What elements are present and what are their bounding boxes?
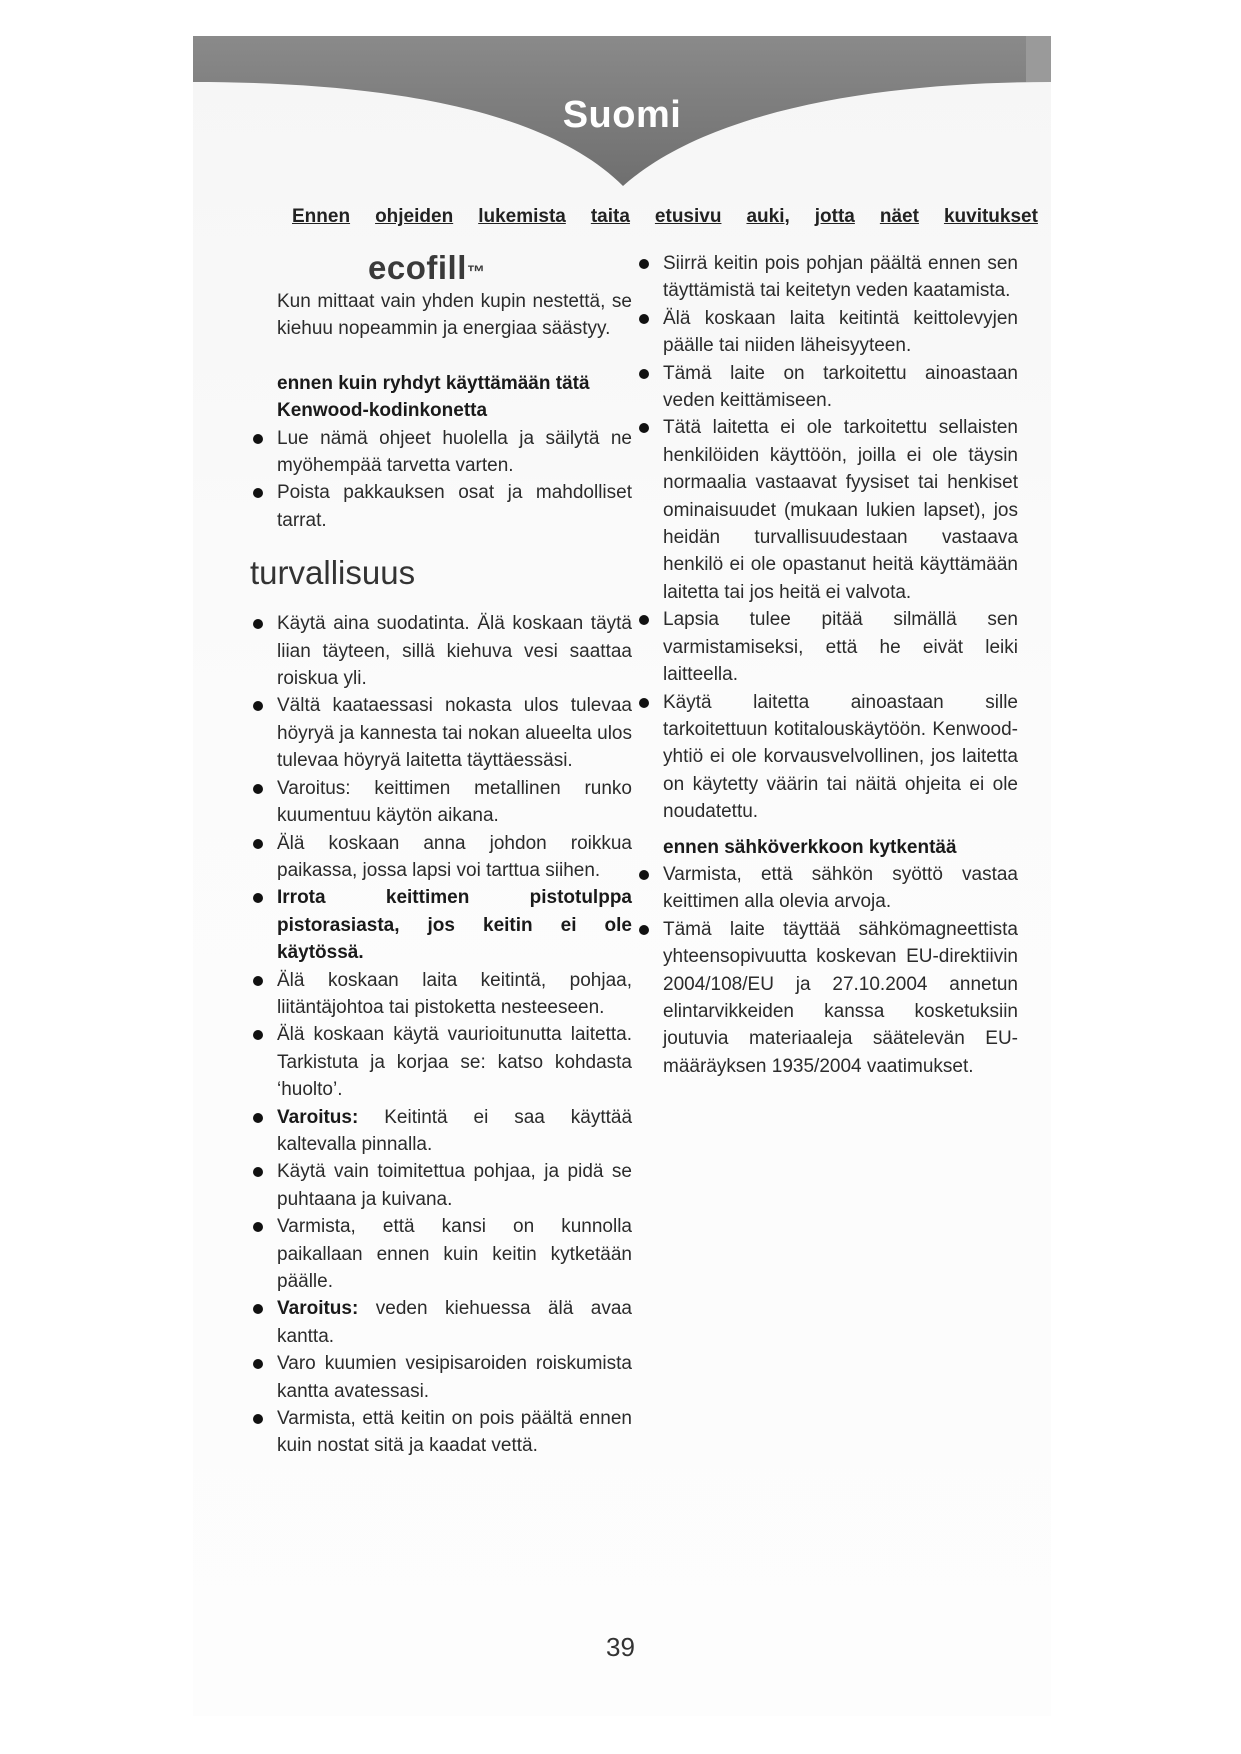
list-item: Älä koskaan laita keitintä, pohjaa, liitäntäjohtoa tai pistoketta nesteeseen. bbox=[250, 967, 632, 1022]
ecofill-description: Kun mittaat vain yhden kupin nestettä, se kiehuu nopeammin ja energiaa säästyy. bbox=[277, 291, 632, 340]
language-title: Suomi bbox=[562, 94, 682, 136]
list-item: Käytä laitetta ainoastaan sille tarkoitettuun kotitalouskäytöön. Kenwood-yhtiö ei ole korvausvelvollinen, jos laitetta on käytetty väärin tai näitä ohjeita ei ole noudatettu. bbox=[636, 689, 1018, 826]
fold-note-word: kuvitukset bbox=[943, 206, 1038, 227]
list-item: Siirrä keitin pois pohjan päältä ennen sen täyttämistä tai keitetyn veden kaatamista. bbox=[636, 250, 1018, 305]
list-item: Varmista, että keitin on pois päältä ennen kuin nostat sitä ja kaadat vettä. bbox=[250, 1405, 632, 1460]
warning-label: Varoitus: bbox=[277, 1106, 359, 1128]
list-item-warning bbox=[250, 1295, 632, 1350]
list-item: Älä koskaan anna johdon roikkua paikassa, jossa lapsi voi tarttua siihen. bbox=[250, 830, 632, 885]
fold-out-instruction bbox=[292, 206, 1038, 228]
list-item: Poista pakkauksen osat ja mahdolliset tarrat. bbox=[250, 479, 632, 534]
list-item: Tämä laite on tarkoitettu ainoastaan veden keittämiseen. bbox=[636, 360, 1018, 415]
ecofill-logo: ecofill™ bbox=[368, 249, 486, 286]
right-column bbox=[636, 250, 1018, 1080]
page-number: 39 bbox=[606, 1632, 635, 1662]
safety-section-title: turvallisuus bbox=[250, 554, 416, 592]
mains-heading: ennen sähköverkkoon kytkentää bbox=[663, 836, 957, 858]
fold-note-word: jotta bbox=[814, 206, 855, 227]
warning-text: Keitintä ei saa käyttää kaltevalla pinnalla. bbox=[277, 1106, 633, 1155]
list-item: Vältä kaataessasi nokasta ulos tulevaa höyryä ja kannesta tai nokan alueelta ulos tulevaa höyryä laitetta täyttäessäsi. bbox=[250, 692, 632, 774]
fold-note-word: taita bbox=[590, 206, 630, 227]
before-use-heading: ennen kuin ryhdyt käyttämään tätä Kenwood-kodinkonetta bbox=[277, 372, 590, 422]
list-item: Varmista, että kansi on kunnolla paikallaan ennen kuin keitin kytketään päälle. bbox=[250, 1213, 632, 1295]
mains-list bbox=[636, 861, 1018, 1080]
fold-note-word: lukemista bbox=[478, 206, 566, 227]
safety-list-left bbox=[250, 610, 632, 1460]
list-item-bold: Irrota keittimen pistotulppa pistorasiasta, jos keitin ei ole käytössä. bbox=[250, 884, 632, 966]
list-item: Varoitus: keittimen metallinen runko kuumentuu käytön aikana. bbox=[250, 775, 632, 830]
warning-label: Varoitus: bbox=[277, 1298, 359, 1320]
safety-list-right bbox=[636, 250, 1018, 826]
left-column bbox=[250, 250, 632, 1460]
before-use-list bbox=[250, 425, 632, 535]
fold-note-word: näet bbox=[879, 206, 919, 227]
fold-note-word: auki, bbox=[746, 206, 790, 227]
list-item-warning bbox=[250, 1104, 632, 1159]
list-item: Käytä vain toimitettua pohjaa, ja pidä se puhtaana ja kuivana. bbox=[250, 1158, 632, 1213]
list-item: Varo kuumien vesipisaroiden roiskumista kantta avatessasi. bbox=[250, 1350, 632, 1405]
fold-note-word: etusivu bbox=[654, 206, 722, 227]
list-item: Älä koskaan laita keitintä keittolevyjen päälle tai niiden läheisyyteen. bbox=[636, 305, 1018, 360]
list-item: Tätä laitetta ei ole tarkoitettu sellaisten henkilöiden käyttöön, joilla ei ole täysin normaalia vastaavat fyysiset tai henkiset ominaisuudet (mukaan lukien lapset), jos heidän turvallisuudestaan vastaava henkilö ei ole opastanut heitä käyttämään laitetta tai jos heitä ei valvota. bbox=[636, 414, 1018, 606]
list-item: Lue nämä ohjeet huolella ja säilytä ne myöhempää tarvetta varten. bbox=[250, 425, 632, 480]
list-item: Käytä aina suodatinta. Älä koskaan täytä liian täyteen, sillä kiehuva vesi saattaa roiskua yli. bbox=[250, 610, 632, 692]
warning-text: veden kiehuessa älä avaa kantta. bbox=[277, 1298, 632, 1347]
fold-note-word: Ennen bbox=[292, 206, 351, 227]
list-item: Lapsia tulee pitää silmällä sen varmistamiseksi, että he eivät leiki laitteella. bbox=[636, 606, 1018, 688]
list-item: Älä koskaan käytä vaurioitunutta laitetta. Tarkistuta ja korjaa se: katso kohdasta ‘huolto’. bbox=[250, 1021, 632, 1103]
list-item: Varmista, että sähkön syöttö vastaa keittimen alla olevia arvoja. bbox=[636, 861, 1018, 916]
list-item: Tämä laite täyttää sähkömagneettista yhteensopivuutta koskevan EU-direktiivin 2004/108/EU ja 27.10.2004 annetun elintarvikkeiden kanssa kosketuksiin joutuvia materiaaleja säätelevän EU-määräyksen 1935/2004 vaatimukset. bbox=[636, 916, 1018, 1080]
fold-note-word: ohjeiden bbox=[375, 206, 454, 227]
